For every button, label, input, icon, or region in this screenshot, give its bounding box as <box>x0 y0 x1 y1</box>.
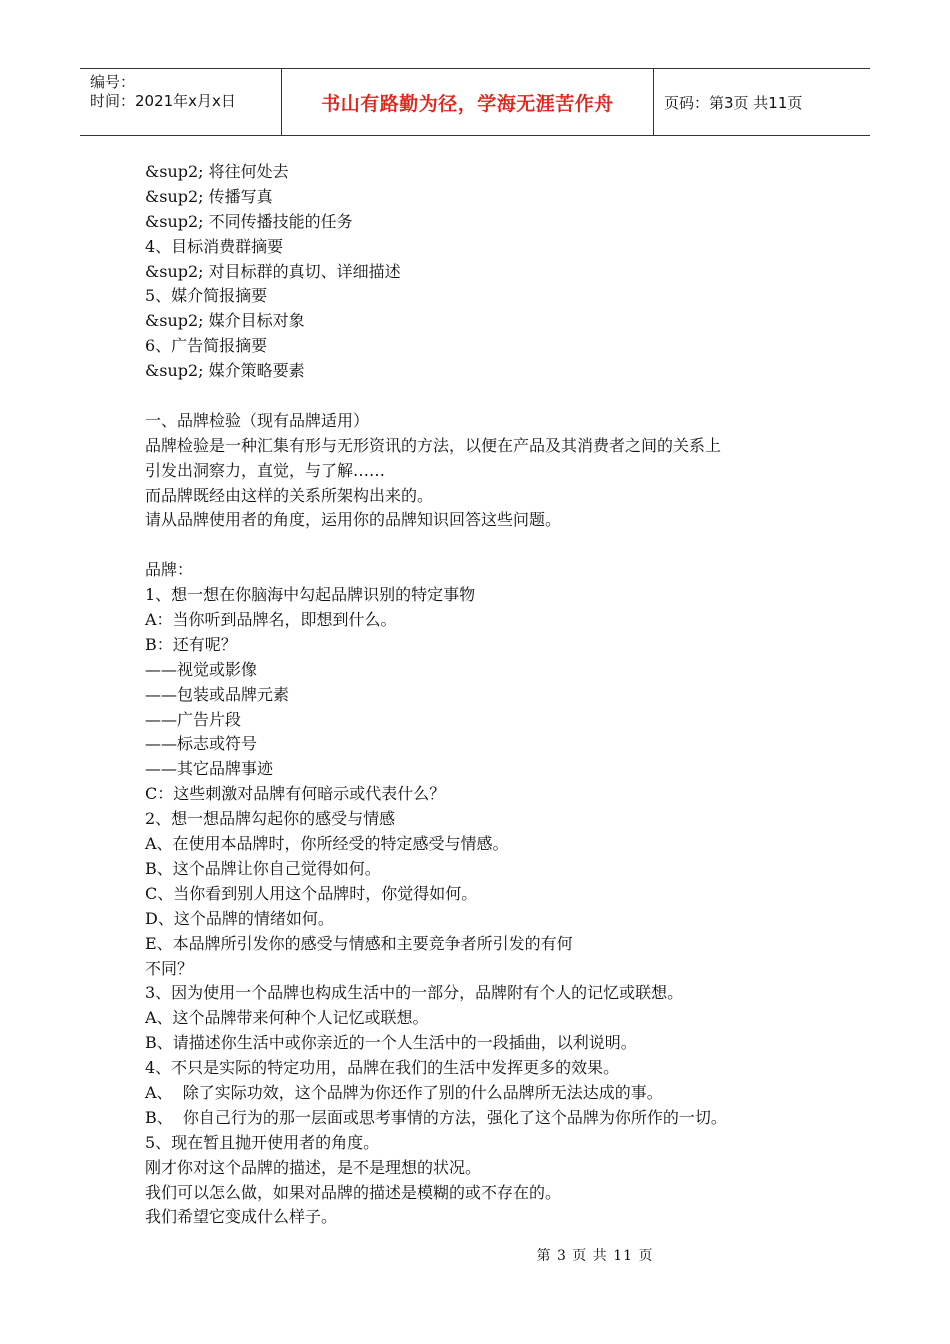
serial-label: 编号： <box>90 73 136 91</box>
header-motto: 书山有路勤为径，学海无涯苦作舟 <box>282 69 654 135</box>
page-footer: 第 3 页 共 11 页 <box>536 1248 654 1264</box>
text-line: 一、品牌检验（现有品牌适用） <box>145 410 370 430</box>
text-line: B、请描述你生活中或你亲近的一个人生活中的一段插曲，以利说明。 <box>145 1033 637 1053</box>
header-meta <box>80 69 282 135</box>
text-line: A、这个品牌带来何种个人记忆或联想。 <box>145 1008 429 1028</box>
text-line: E、本品牌所引发你的感受与情感和主要竞争者所引发的有何 <box>145 933 573 953</box>
text-line: A、 除了实际功效，这个品牌为你还作了别的什么品牌所无法达成的事。 <box>145 1082 663 1102</box>
text-line: 不同？ <box>145 958 194 978</box>
text-line: C、当你看到别人用这个品牌时，你觉得如何。 <box>145 883 478 903</box>
page-header <box>80 68 870 136</box>
text-line: &sup2; 将往何处去 <box>145 162 289 181</box>
text-line: 5、媒介简报摘要 <box>145 286 268 306</box>
text-line: 我们可以怎么做，如果对品牌的描述是模糊的或不存在的。 <box>145 1182 562 1202</box>
document-body <box>145 160 825 1230</box>
text-line: 我们希望它变成什么样子。 <box>145 1207 338 1227</box>
text-line: 品牌检验是一种汇集有形与无形资讯的方法，以便在产品及其消费者之间的关系上 <box>145 435 722 455</box>
text-line: ——广告片段 <box>145 709 242 729</box>
text-line: B、 你自己行为的那一层面或思考事情的方法，强化了这个品牌为你所作的一切。 <box>145 1107 727 1127</box>
text-line: &sup2; 媒介策略要素 <box>145 361 305 381</box>
text-line: A、在使用本品牌时，你所经受的特定感受与情感。 <box>145 834 509 854</box>
text-line: &sup2; 媒介目标对象 <box>145 311 305 331</box>
text-line: ——包装或品牌元素 <box>145 684 290 704</box>
text-line: 刚才你对这个品牌的描述，是不是理想的状况。 <box>145 1157 482 1177</box>
text-line: &sup2; 对目标群的真切、详细描述 <box>145 261 401 281</box>
text-line: 引发出洞察力，直觉，与了解…… <box>145 460 386 480</box>
text-line: ——标志或符号 <box>145 734 258 754</box>
blank-line <box>145 533 825 558</box>
text-line: C：这些刺激对品牌有何暗示或代表什么？ <box>145 784 446 804</box>
text-line: 品牌： <box>145 560 194 580</box>
text-line: 3、因为使用一个品牌也构成生活中的一部分，品牌附有个人的记忆或联想。 <box>145 983 684 1003</box>
header-page-info: 页码：第3页 共11页 <box>664 93 803 112</box>
text-line: 而品牌既经由这样的关系所架构出来的。 <box>145 485 434 505</box>
text-line: 4、目标消费群摘要 <box>145 236 284 256</box>
text-line: ——其它品牌事迹 <box>145 759 274 779</box>
text-line: B、这个品牌让你自己觉得如何。 <box>145 858 381 878</box>
date-label: 时间：2021年x月x日 <box>90 92 236 110</box>
text-line: 1、想一想在你脑海中勾起品牌识别的特定事物 <box>145 585 476 605</box>
text-line: 4、不只是实际的特定功用，品牌在我们的生活中发挥更多的效果。 <box>145 1058 620 1078</box>
text-line: 2、想一想品牌勾起你的感受与情感 <box>145 809 396 829</box>
text-line: &sup2; 传播写真 <box>145 186 273 206</box>
text-line: ——视觉或影像 <box>145 659 258 679</box>
text-line: B：还有呢？ <box>145 634 237 654</box>
text-line: A：当你听到品牌名，即想到什么。 <box>145 610 397 630</box>
text-line: 6、广告简报摘要 <box>145 336 268 356</box>
text-line: 5、现在暂且抛开使用者的角度。 <box>145 1132 380 1152</box>
text-line: &sup2; 不同传播技能的任务 <box>145 211 353 231</box>
text-line: 请从品牌使用者的角度，运用你的品牌知识回答这些问题。 <box>145 510 562 530</box>
blank-line <box>145 384 825 409</box>
text-line: D、这个品牌的情绪如何。 <box>145 908 334 928</box>
